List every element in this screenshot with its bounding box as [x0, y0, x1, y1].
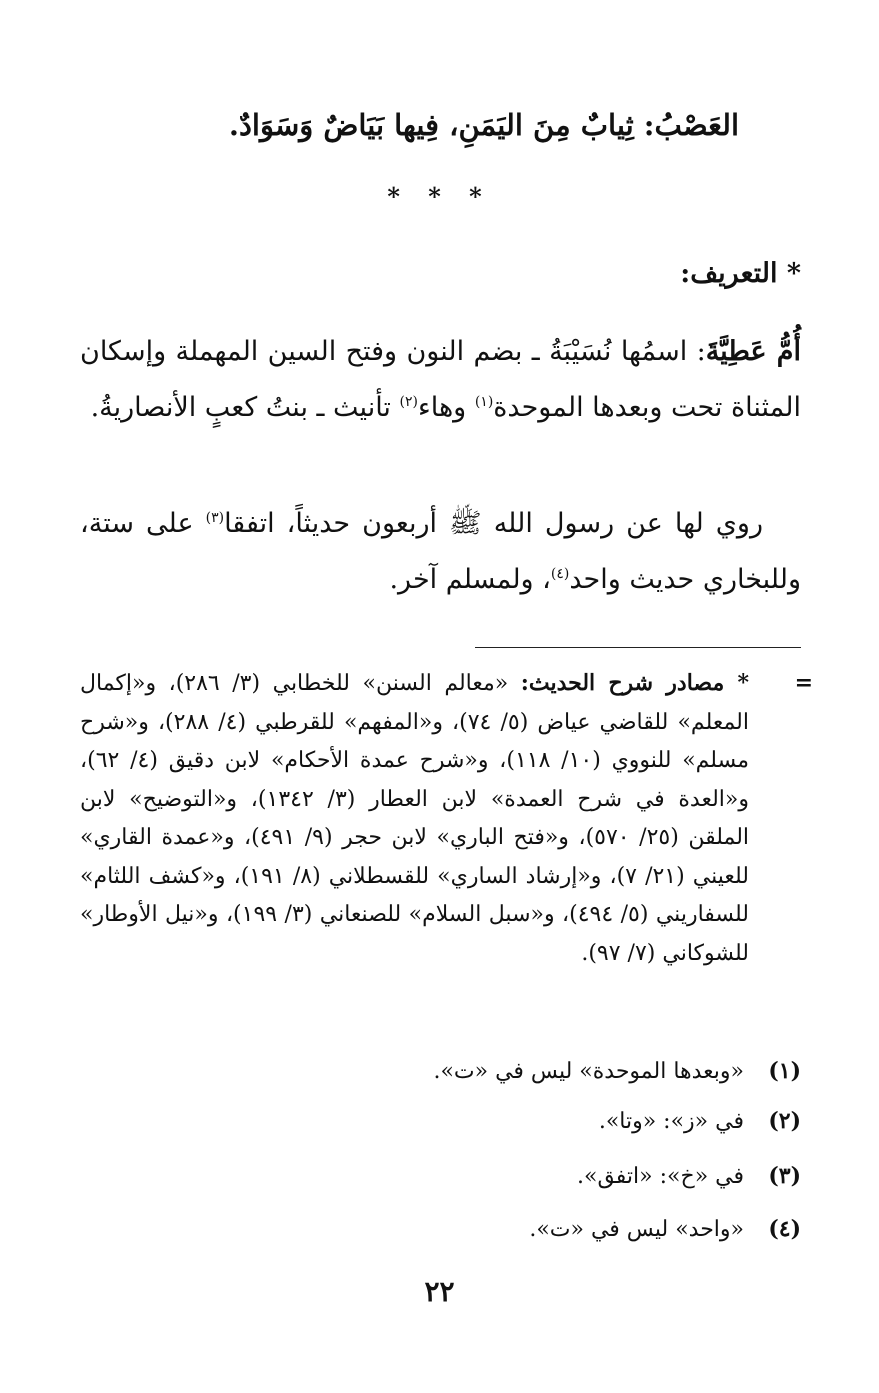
footnote-3	[577, 1161, 801, 1193]
section-heading: * التعريف:	[680, 258, 801, 289]
sources-text: «معالم السنن» للخطابي (٣/ ٢٨٦)، و«إكمال المعلم» للقاضي عياض (٥/ ٧٤)، و«المفهم» للقرطبي (٤/ ٢٨٨)، و«شرح مسلم» للنووي (١٠/ ١١٨)، و«شرح عمدة الأحكام» لابن دقيق (٤/ ٦٢)، و«العدة في شرح العمدة» لابن العطار (٣/ ١٣٤٢)، و«التوضيح» لابن الملقن (٢٥/ ٥٧٠)، و«فتح الباري» لابن حجر (٩/ ٤٩١)، و«عمدة القاري» للعيني (٢١/ ٧)، و«إرشاد الساري» للقسطلاني (٨/ ١٩١)، و«كشف اللثام» للسفاريني (٥/ ٤٩٤)، و«سبل السلام» للصنعاني (٣/ ١٩٩)، و«نيل الأوطار» للشوكاني (٧/ ٩٧).	[80, 671, 750, 966]
narration-text-1: روي لها عن رسول الله ﷺ أربعون حديثاً، اتفقا	[224, 508, 763, 539]
word-gloss: العَصْبُ: ثِيابٌ مِنَ اليَمَنِ، فِيها بَيَاضٌ وَسَوَادٌ.	[228, 108, 739, 142]
footnote-2	[599, 1106, 801, 1138]
bio-text-3: تأنيث ـ بنتُ كعبٍ الأنصاريةُ.	[90, 392, 400, 423]
footnote-text: «وبعدها الموحدة» ليس في «ت».	[433, 1059, 744, 1084]
sources-heading: * مصادر شرح الحديث:	[520, 670, 749, 696]
companion-name: أُمُّ عَطِيَّةَ	[705, 336, 801, 367]
bio-text-2: وهاء	[418, 392, 475, 423]
footnote-number: (١)	[768, 1058, 801, 1084]
footnote-ref-1: (١)	[474, 394, 494, 410]
footnote-1	[433, 1056, 801, 1088]
footnote-ref-3: (٣)	[205, 510, 225, 526]
sources-note	[80, 664, 813, 973]
footnote-text: في «ز»: «وتا».	[598, 1109, 744, 1134]
footnote-ref-4: (٤)	[550, 566, 570, 582]
footnote-text: في «خ»: «اتفق».	[577, 1164, 744, 1189]
page-number: ٢٢	[424, 1275, 455, 1308]
footnote-number: (٣)	[768, 1163, 801, 1189]
sources-body	[80, 664, 749, 973]
footnote-number: (٤)	[768, 1216, 801, 1242]
footnote-4	[529, 1214, 801, 1246]
footnote-text: «واحد» ليس في «ت».	[529, 1217, 744, 1242]
footnote-ref-2: (٢)	[399, 394, 419, 410]
narration-text-2: على ستة، وللبخاري حديث واحد	[80, 508, 801, 595]
narration-paragraph	[80, 496, 801, 608]
footnote-number: (٢)	[768, 1108, 801, 1134]
footnote-divider	[475, 647, 801, 648]
continuation-marker: =	[794, 670, 813, 696]
section-separator: * * *	[387, 182, 492, 211]
narration-text-3: ، ولمسلم آخر.	[389, 564, 551, 595]
bio-text-1: : اسمُها نُسَيْبَةُ ـ بضم النون وفتح السين المهملة وإسكان المثناة تحت وبعدها الموحدة	[80, 336, 801, 423]
biography-paragraph	[80, 324, 801, 436]
